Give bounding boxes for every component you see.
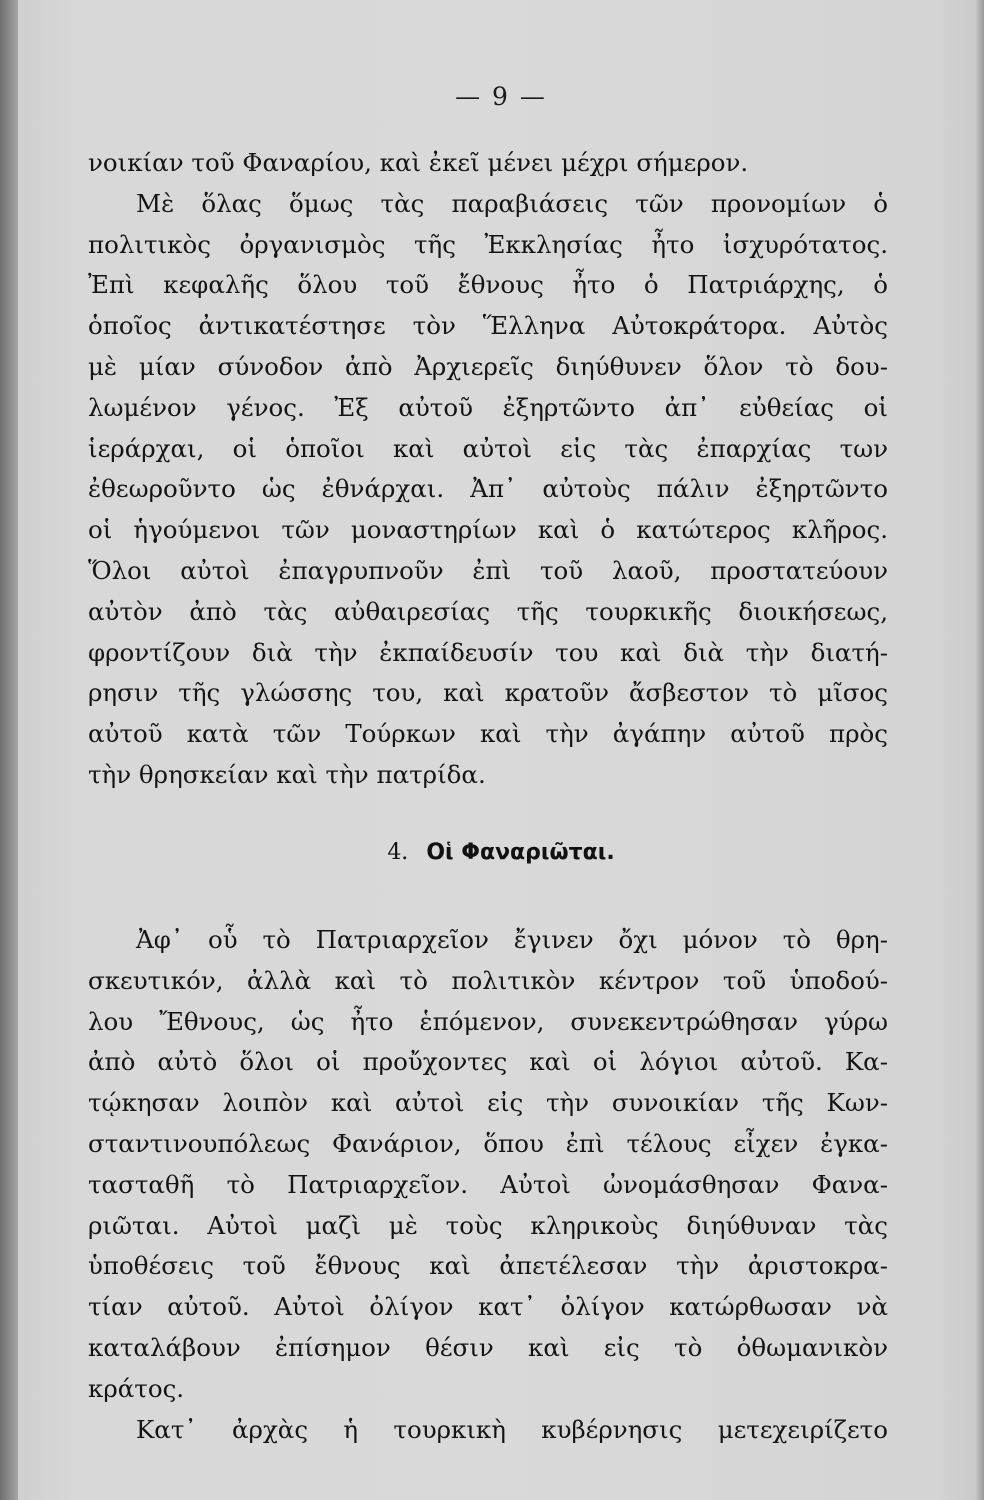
text-line: καταλάβουν ἐπίσημον θέσιν καὶ εἰς τὸ ὀθωμανικὸν	[88, 1332, 888, 1362]
text-line: σκευτικόν, ἀλλὰ καὶ τὸ πολιτικὸν κέντρον τοῦ ὑποδού-	[88, 965, 888, 995]
text-line: ὑποθέσεις τοῦ ἔθνους καὶ ἀπετέλεσαν τὴν ἀριστοκρα-	[88, 1251, 888, 1281]
text-line: ριῶται. Αὐτοὶ μαζὶ μὲ τοὺς κληρικοὺς διηύθυναν τὰς	[88, 1210, 888, 1240]
text-line: σταντινουπόλεως Φανάριον, ὅπου ἐπὶ τέλους εἶχεν ἐγκα-	[88, 1128, 888, 1158]
text-line: λου Ἔθνους, ὡς ἦτο ἑπόμενον, συνεκεντρώθησαν γύρω	[88, 1006, 888, 1036]
text-line: αὐτοῦ κατὰ τῶν Τούρκων καὶ τὴν ἀγάπην αὐτοῦ πρὸς	[88, 719, 888, 749]
text-line: Ὅλοι αὐτοὶ ἐπαγρυπνοῦν ἐπὶ τοῦ λαοῦ, προστατεύουν	[88, 555, 888, 585]
text-line: Ἀφ᾽ οὗ τὸ Πατριαρχεῖον ἔγινεν ὄχι μόνον τὸ θρη-	[136, 925, 888, 954]
text-line: τῴκησαν λοιπὸν καὶ αὐτοὶ εἰς τὴν συνοικίαν τῆς Κων-	[88, 1088, 888, 1118]
text-line: ὁποῖος ἀντικατέστησε τὸν Ἕλληνα Αὐτοκράτορα. Αὐτὸς	[88, 311, 888, 341]
section-title: Οἱ Φαναριῶται.	[426, 840, 615, 865]
text-line: λωμένον γένος. Ἐξ αὐτοῦ ἐξηρτῶντο ἀπ᾽ εὐθείας οἱ	[88, 392, 888, 422]
text-line: τίαν αὐτοῦ. Αὐτοὶ ὀλίγον κατ᾽ ὀλίγον κατώρθωσαν νὰ	[88, 1292, 888, 1322]
text-line: ἀπὸ αὐτὸ ὅλοι οἱ προὔχοντες καὶ οἱ λόγιοι αὐτοῦ. Κα-	[88, 1047, 888, 1077]
text-line: τὴν θρησκείαν καὶ τὴν πατρίδα.	[88, 759, 486, 789]
text-line: τασταθῆ τὸ Πατριαρχεῖον. Αὐτοὶ ὠνομάσθησαν Φανα-	[88, 1169, 888, 1199]
section-number: 4.	[387, 840, 409, 865]
body-text-top	[88, 143, 888, 796]
text-line: αὐτὸν ἀπὸ τὰς αὐθαιρεσίας τῆς τουρκικῆς διοικήσεως,	[88, 596, 888, 626]
book-page	[18, 0, 984, 1500]
text-line: κράτος.	[88, 1373, 185, 1403]
book-gutter	[0, 0, 18, 1500]
text-line: πολιτικὸς ὀργανισμὸς τῆς Ἐκκλησίας ἦτο ἰσχυρότατος.	[88, 229, 888, 259]
text-line: ἐθεωροῦντο ὡς ἐθνάρχαι. Ἀπ᾽ αὐτοὺς πάλιν ἐξηρτῶντο	[88, 474, 888, 504]
text-line: φροντίζουν διὰ τὴν ἐκπαίδευσίν του καὶ διὰ τὴν διατή-	[88, 637, 888, 667]
text-line: νοικίαν τοῦ Φαναρίου, καὶ ἐκεῖ μένει μέχρι σήμερον.	[88, 148, 749, 177]
page-number: — 9 —	[455, 82, 547, 111]
body-text-bottom	[88, 920, 888, 1450]
text-line: οἱ ἡγούμενοι τῶν μοναστηρίων καὶ ὁ κατώτερος κλῆρος.	[88, 515, 888, 545]
text-line: Μὲ ὅλας ὅμως τὰς παραβιάσεις τῶν προνομίων ὁ	[136, 188, 888, 218]
section-heading	[18, 840, 984, 865]
text-line: ρησιν τῆς γλώσσης του, καὶ κρατοῦν ἄσβεστον τὸ μῖσος	[88, 678, 888, 708]
text-line: Κατ᾽ ἀρχὰς ἡ τουρκικὴ κυβέρνησις μετεχειρίζετο	[136, 1414, 888, 1444]
text-line: μὲ μίαν σύνοδον ἀπὸ Ἀρχιερεῖς διηύθυνεν ὅλον τὸ δου-	[88, 351, 888, 381]
page-edge	[974, 0, 984, 1500]
text-line: ἱεράρχαι, οἱ ὁποῖοι καὶ αὐτοὶ εἰς τὰς ἐπαρχίας των	[88, 433, 888, 463]
text-line: Ἐπὶ κεφαλῆς ὅλου τοῦ ἔθνους ἦτο ὁ Πατριάρχης, ὁ	[88, 270, 888, 300]
